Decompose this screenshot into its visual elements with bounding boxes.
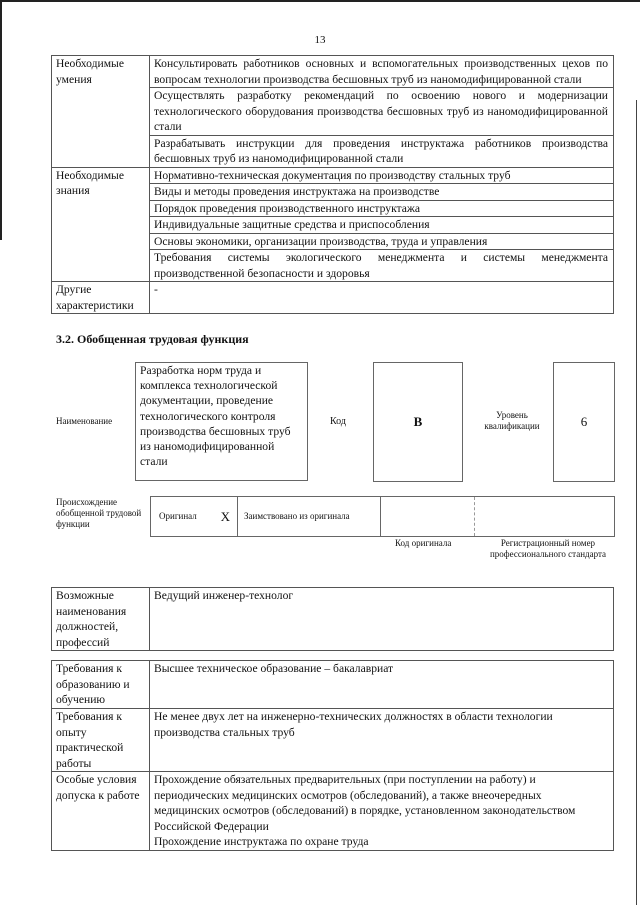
table-row xyxy=(52,56,614,88)
origin-borrowed-label: Заимствовано из оригинала xyxy=(244,511,350,521)
origin-code-cell xyxy=(381,497,475,536)
education-label: Требования к образованию и обучению xyxy=(52,661,150,709)
experience-label: Требования к опыту практической работы xyxy=(52,709,150,772)
positions-label: Возможные наименования должностей, профессий xyxy=(52,588,150,651)
scan-edge-right xyxy=(636,100,637,905)
reg-number-caption: Регистрационный номер профессионального стандарта xyxy=(489,538,607,559)
scan-edge-top xyxy=(0,0,640,2)
section-heading: 3.2. Обобщенная трудовая функция xyxy=(56,332,249,346)
table-row xyxy=(52,709,614,772)
admission-item: Прохождение инструктажа по охране труда xyxy=(154,835,369,848)
qualification-level-box: 6 xyxy=(553,362,615,482)
qualification-level-label: Уровень квалификации xyxy=(484,410,540,431)
admission-value xyxy=(150,772,614,851)
code-original-caption: Код оригинала xyxy=(395,538,452,548)
name-value-box: Разработка норм труда и комплекса технологической документации, проведение технологического контроля производства бесшовных труб из наномодифицированной стали xyxy=(135,362,308,481)
row-label-other: Другие характеристики xyxy=(52,282,150,314)
skill-item: Консультировать работников основных и вспомогательных производственных цехов по вопросам технологии производства бесшовных труб из наномодифицированной стали xyxy=(150,56,614,88)
requirements-table xyxy=(51,660,614,851)
origin-original-label: Оригинал xyxy=(159,511,197,521)
page-number: 13 xyxy=(314,34,326,46)
origin-label: Происхождение обобщенной трудовой функции xyxy=(56,497,142,529)
knowledge-item: Нормативно-техническая документация по производству стальных труб xyxy=(150,167,614,184)
experience-value: Не менее двух лет на инженерно-технических должностях в области технологии производства стальных труб xyxy=(150,709,614,772)
origin-strip xyxy=(150,496,615,537)
code-value-box: B xyxy=(373,362,463,482)
education-value: Высшее техническое образование – бакалавриат xyxy=(150,661,614,709)
knowledge-item: Порядок проведения производственного инструктажа xyxy=(150,200,614,217)
origin-original-cell xyxy=(151,497,238,536)
table-row xyxy=(52,661,614,709)
positions-value: Ведущий инженер-технолог xyxy=(150,588,614,651)
other-item: - xyxy=(150,282,614,314)
skill-item: Разрабатывать инструкции для проведения инструктажа работников производства бесшовных труб из наномодифицированной стали xyxy=(150,135,614,167)
origin-reg-number-cell xyxy=(475,497,614,536)
admission-item: Прохождение обязательных предварительных (при поступлении на работу) и периодических медицинских осмотров (обследований), а также внеочередных медицинских осмотров (обследований) в порядке, установленном законодательством Российской Федерации xyxy=(154,773,576,833)
origin-original-mark: X xyxy=(220,509,230,524)
table-row xyxy=(52,167,614,184)
row-label-skills: Необходимые умения xyxy=(52,56,150,168)
knowledge-item: Индивидуальные защитные средства и приспособления xyxy=(150,217,614,234)
positions-table xyxy=(51,587,614,651)
table-row xyxy=(52,588,614,651)
origin-borrowed-cell xyxy=(238,497,381,536)
table-row xyxy=(52,772,614,851)
table-row xyxy=(52,282,614,314)
skill-item: Осуществлять разработку рекомендаций по освоению нового и модернизации технологического оборудования производства бесшовных труб из наномодифицированной стали xyxy=(150,88,614,136)
row-label-knowledge: Необходимые знания xyxy=(52,167,150,282)
skills-knowledge-table xyxy=(51,55,614,314)
code-label: Код xyxy=(330,416,346,427)
knowledge-item: Виды и методы проведения инструктажа на производстве xyxy=(150,184,614,201)
name-label: Наименование xyxy=(56,416,113,426)
admission-label: Особые условия допуска к работе xyxy=(52,772,150,851)
knowledge-item: Требования системы экологического менеджмента и системы менеджмента производственной безопасности и здоровья xyxy=(150,250,614,282)
knowledge-item: Основы экономики, организации производства, труда и управления xyxy=(150,233,614,250)
